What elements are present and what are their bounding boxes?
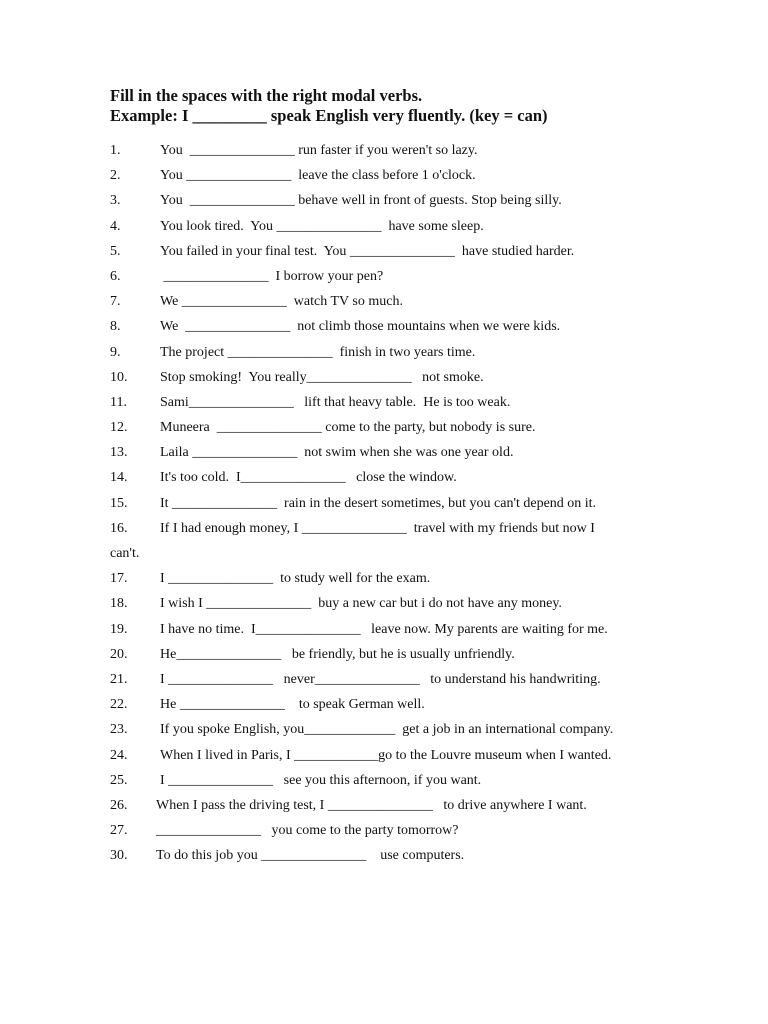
exercise-item (110, 418, 670, 443)
exercise-sentence: He _______________ to speak German well. (160, 697, 425, 713)
exercise-list (110, 141, 670, 871)
exercise-sentence: The project _______________ finish in two years time. (160, 344, 476, 360)
exercise-number: 26. (110, 797, 128, 813)
exercise-number: 4. (110, 218, 121, 234)
exercise-number: 14. (110, 470, 128, 486)
exercise-number: 19. (110, 621, 128, 637)
exercise-sentence: You _______________ run faster if you weren't so lazy. (160, 143, 478, 158)
exercise-item (110, 670, 670, 695)
exercise-sentence: We _______________ not climb those mountains when we were kids. (160, 319, 561, 335)
exercise-number: 1. (110, 143, 121, 158)
exercise-sentence: I _______________ see you this afternoon, if you want. (160, 772, 482, 788)
exercise-number: 13. (110, 445, 128, 461)
exercise-number: 10. (110, 369, 128, 385)
exercise-number: 15. (110, 495, 128, 511)
exercise-sentence: We _______________ watch TV so much. (160, 294, 403, 310)
exercise-sentence: You look tired. You _______________ have some sleep. (160, 218, 484, 234)
exercise-sentence: I have no time. I_______________ leave now. My parents are waiting for me. (160, 621, 608, 637)
exercise-sentence: Stop smoking! You really_______________ not smoke. (160, 369, 484, 385)
exercise-item (110, 720, 670, 745)
instructions-title: Fill in the spaces with the right modal verbs. (110, 86, 423, 105)
exercise-item (110, 695, 670, 720)
exercise-sentence: Muneera _______________ come to the party, but nobody is sure. (160, 420, 536, 436)
exercise-number: 9. (110, 344, 121, 360)
exercise-item (110, 494, 670, 519)
exercise-sentence: _______________ you come to the party tomorrow? (156, 823, 459, 839)
exercise-item (110, 217, 670, 242)
exercise-number: 6. (110, 268, 121, 284)
exercise-sentence: I wish I _______________ buy a new car but i do not have any money. (160, 596, 562, 612)
example-line: Example: I _________ speak English very fluently. (key = can) (110, 106, 548, 125)
exercise-item (110, 292, 670, 317)
exercise-item (110, 468, 670, 493)
exercise-number: 27. (110, 823, 128, 839)
exercise-number: 18. (110, 596, 128, 612)
exercise-item (110, 343, 670, 368)
exercise-item (110, 746, 670, 771)
exercise-number: 2. (110, 168, 121, 184)
exercise-sentence: You _______________ behave well in front of guests. Stop being silly. (160, 193, 562, 209)
exercise-item (110, 191, 670, 216)
exercise-item (110, 267, 670, 292)
exercise-continuation (110, 544, 670, 569)
exercise-sentence: When I lived in Paris, I ____________go to the Louvre museum when I wanted. (160, 747, 612, 763)
exercise-number: 8. (110, 319, 121, 335)
exercise-sentence: If you spoke English, you_____________ get a job in an international company. (160, 722, 614, 738)
exercise-sentence: To do this job you _______________ use computers. (156, 848, 465, 864)
exercise-sentence: _______________ I borrow your pen? (160, 268, 384, 284)
exercise-number: 3. (110, 193, 121, 209)
exercise-item (110, 166, 670, 191)
exercise-number: 17. (110, 571, 128, 587)
exercise-item (110, 242, 670, 267)
exercise-item (110, 443, 670, 468)
exercise-sentence: Laila _______________ not swim when she was one year old. (160, 445, 514, 461)
exercise-number: 20. (110, 646, 128, 662)
exercise-sentence: You _______________ leave the class before 1 o'clock. (160, 168, 476, 184)
exercise-item (110, 645, 670, 670)
exercise-number: 23. (110, 722, 128, 738)
exercise-sentence: If I had enough money, I _______________ travel with my friends but now I (160, 520, 595, 536)
exercise-continuation-text: can't. (110, 546, 140, 561)
worksheet-heading (110, 86, 730, 126)
exercise-sentence: I _______________ to study well for the exam. (160, 571, 431, 587)
exercise-item (110, 393, 670, 418)
exercise-number: 22. (110, 697, 128, 713)
exercise-number: 24. (110, 747, 128, 763)
exercise-sentence: He_______________ be friendly, but he is usually unfriendly. (160, 646, 515, 662)
exercise-sentence: You failed in your final test. You _______________ have studied harder. (160, 243, 575, 259)
exercise-sentence: It's too cold. I_______________ close the window. (160, 470, 457, 486)
exercise-number: 7. (110, 294, 121, 310)
exercise-item (110, 519, 670, 544)
exercise-item (110, 620, 670, 645)
exercise-item (110, 368, 670, 393)
exercise-sentence: When I pass the driving test, I _______________ to drive anywhere I want. (156, 797, 587, 813)
exercise-item (110, 821, 670, 846)
exercise-sentence: I _______________ never_______________ to understand his handwriting. (160, 671, 601, 687)
exercise-number: 30. (110, 848, 128, 864)
exercise-item (110, 846, 670, 871)
exercise-sentence: It _______________ rain in the desert sometimes, but you can't depend on it. (160, 495, 597, 511)
exercise-item (110, 569, 670, 594)
exercise-number: 12. (110, 420, 128, 436)
exercise-sentence: Sami_______________ lift that heavy table. He is too weak. (160, 394, 511, 410)
exercise-item (110, 594, 670, 619)
exercise-item (110, 141, 670, 166)
exercise-number: 11. (110, 394, 127, 410)
exercise-number: 16. (110, 520, 128, 536)
exercise-item (110, 796, 670, 821)
exercise-number: 5. (110, 243, 121, 259)
exercise-number: 25. (110, 772, 128, 788)
exercise-number: 21. (110, 671, 128, 687)
exercise-item (110, 771, 670, 796)
exercise-item (110, 317, 670, 342)
